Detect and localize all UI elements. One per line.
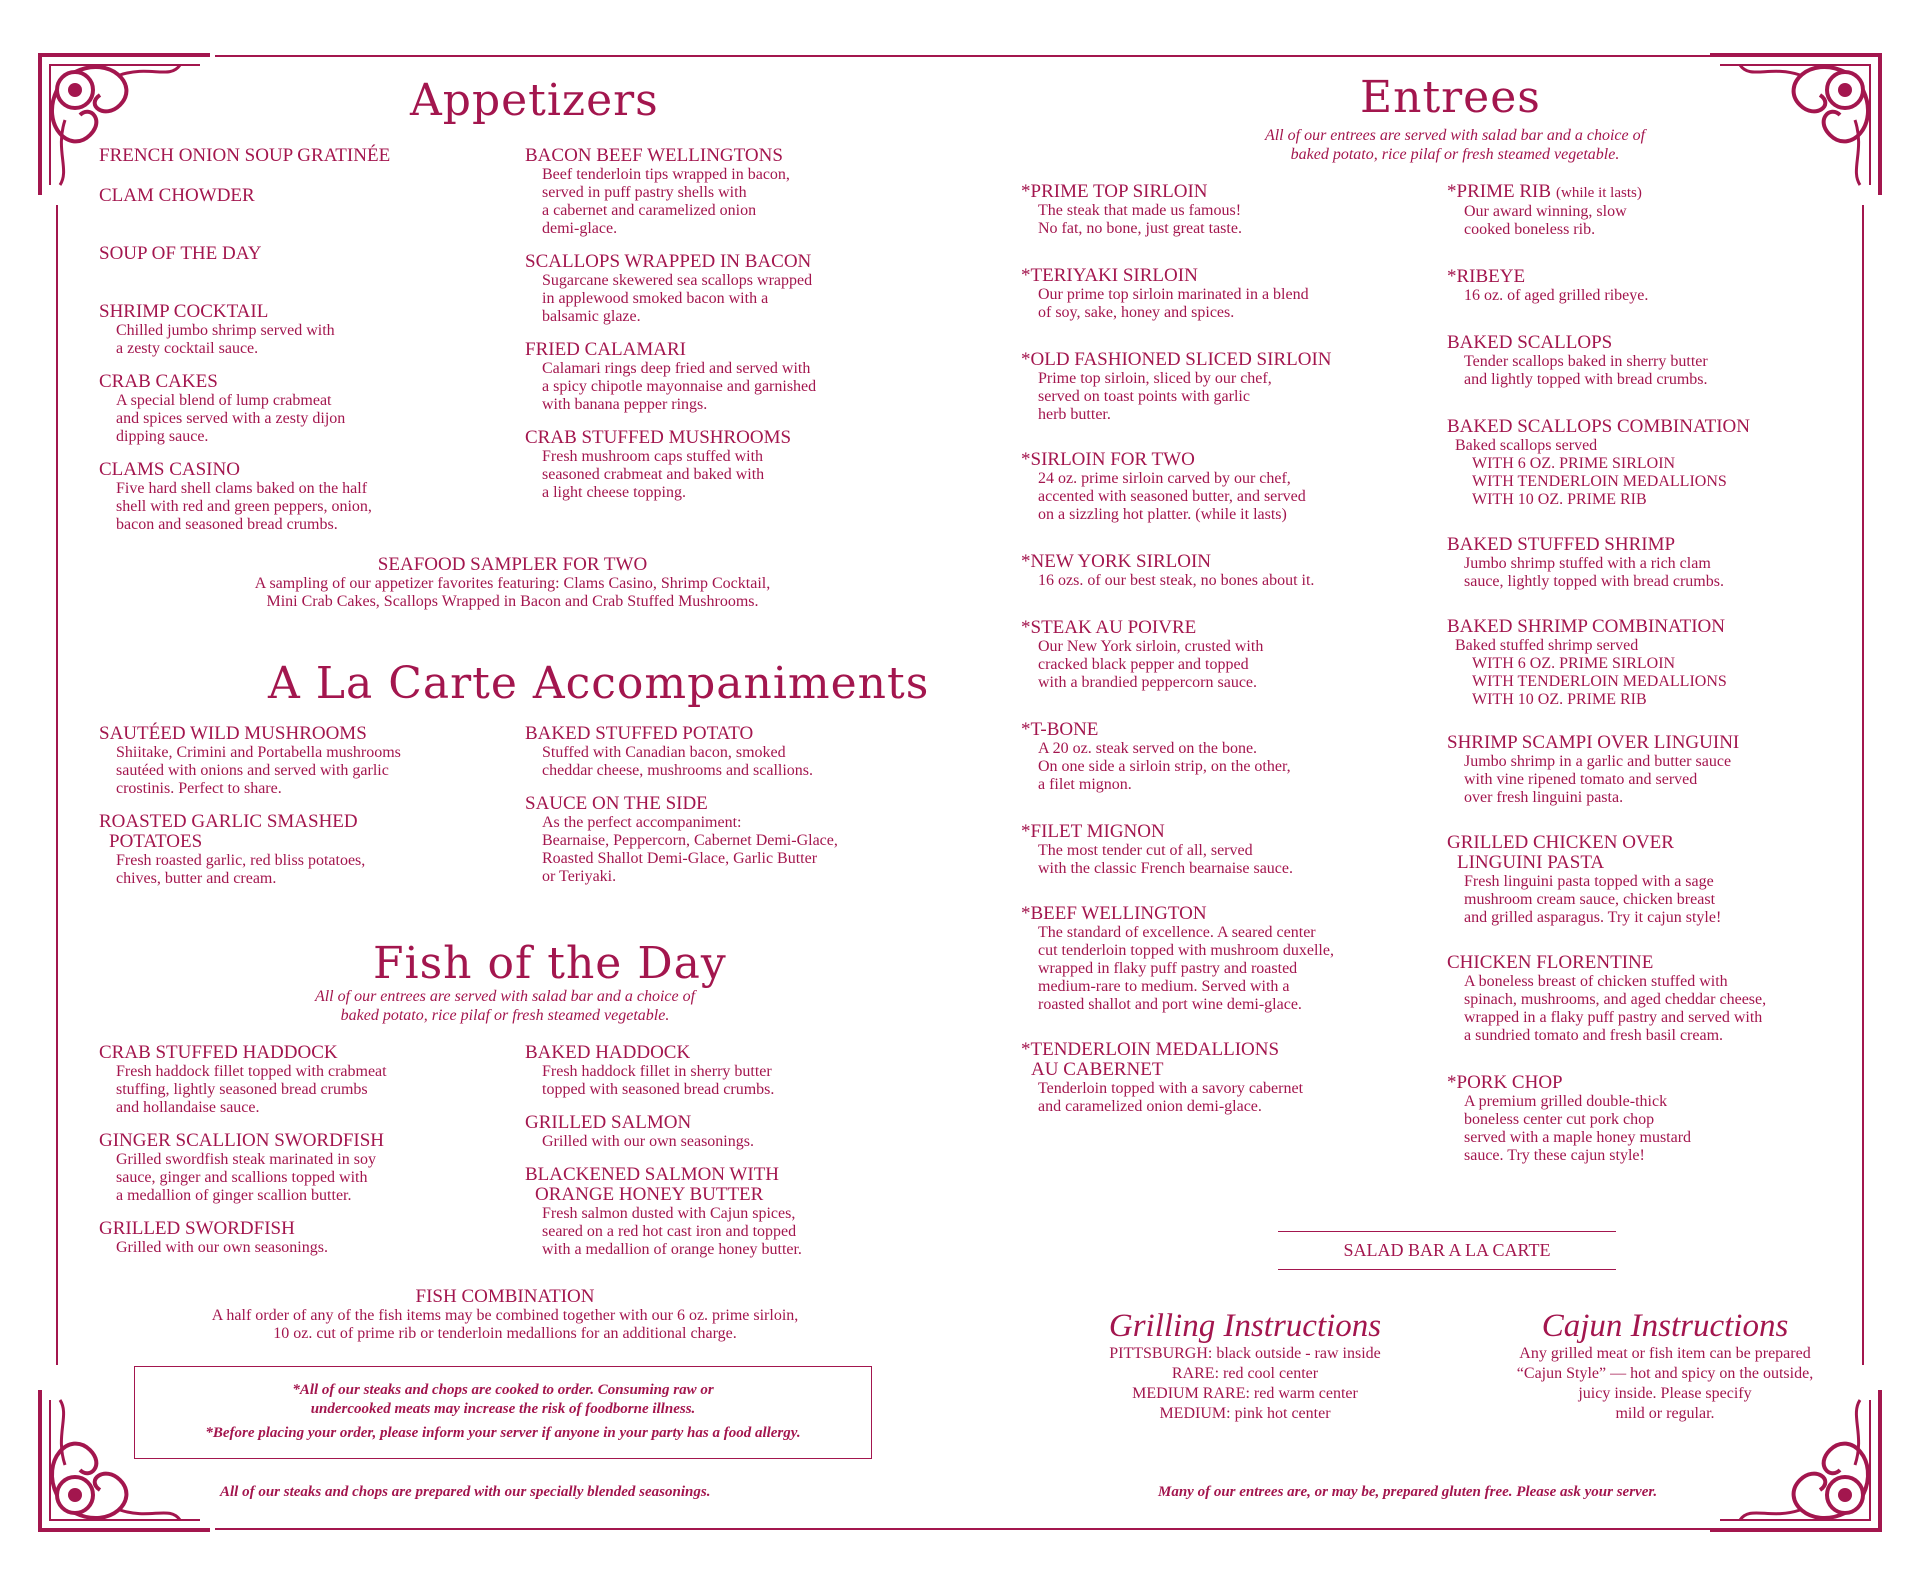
frame-bottom-line	[215, 1528, 1715, 1530]
menu-item-name-text: *PORK CHOP	[1447, 1072, 1563, 1093]
menu-item	[1021, 904, 1461, 1014]
menu-item-name	[99, 812, 519, 832]
menu-item-desc-line: herb butter.	[1038, 406, 1111, 423]
menu-item	[1447, 417, 1887, 509]
seafood-sampler	[150, 555, 875, 611]
menu-item-name	[525, 428, 945, 448]
menu-item-desc-line: a spicy chipotle mayonnaise and garnished	[542, 378, 817, 395]
menu-item	[525, 1165, 945, 1259]
entrees-note	[1130, 126, 1780, 164]
menu-item	[525, 1113, 945, 1151]
menu-item-desc-line: Fresh mushroom caps stuffed with	[542, 448, 764, 465]
menu-item-desc-line: a cabernet and caramelized onion	[542, 202, 757, 219]
accompaniments-title: A La Carte Accompaniments	[268, 658, 930, 709]
menu-item	[1021, 618, 1461, 692]
menu-item-desc-line: with a medallion of orange honey butter.	[542, 1241, 802, 1258]
menu-item-desc-line: mushroom cream sauce, chicken breast	[1464, 891, 1716, 908]
menu-item-name-text: GINGER SCALLION SWORDFISH	[99, 1130, 385, 1151]
menu-item-name-line-2: LINGUINI PASTA	[1457, 852, 1605, 873]
menu-item-desc-line: Shiitake, Crimini and Portabella mushrooms	[116, 744, 401, 761]
menu-item-desc-line: over fresh linguini pasta.	[1464, 789, 1624, 806]
menu-item-desc-line: Grilled with our own seasonings.	[542, 1133, 754, 1150]
menu-item-name	[99, 244, 519, 264]
menu-item-desc-line: and spices served with a zesty dijon	[116, 410, 346, 427]
cajun-line-4: mild or regular.	[1615, 1405, 1715, 1422]
menu-item-name-text: CLAMS CASINO	[99, 459, 240, 480]
menu-item-desc-line: and hollandaise sauce.	[116, 1099, 260, 1116]
menu-item-desc-line: Roasted Shallot Demi-Glace, Garlic Butter	[542, 850, 818, 867]
menu-item	[1021, 822, 1461, 878]
menu-item-name	[1447, 267, 1887, 287]
menu-item-desc-line: served with a maple honey mustard	[1464, 1129, 1692, 1146]
menu-item	[1447, 1073, 1887, 1165]
menu-item-desc-line: shell with red and green peppers, onion,	[116, 498, 372, 515]
menu-item-name	[1447, 535, 1887, 555]
menu-item-name-text: GRILLED CHICKEN OVER	[1447, 832, 1674, 853]
cajun-line-1: Any grilled meat or fish item can be prepared	[1519, 1345, 1811, 1362]
menu-item-name	[99, 1043, 519, 1063]
menu-item-name-text: *T-BONE	[1021, 719, 1099, 740]
menu-item-desc-line: WITH 10 OZ. PRIME RIB	[1472, 691, 1647, 708]
menu-item-desc-line: Jumbo shrimp in a garlic and butter sauce	[1464, 753, 1732, 770]
menu-item-name	[525, 724, 945, 744]
menu-item-desc-line: stuffing, lightly seasoned bread crumbs	[116, 1081, 368, 1098]
appetizers-right-column	[525, 146, 945, 502]
menu-item-desc-line: WITH 10 OZ. PRIME RIB	[1472, 491, 1647, 508]
menu-item-name-text: *RIBEYE	[1447, 266, 1526, 287]
entrees-title: Entrees	[1360, 72, 1541, 123]
menu-item-name-text: *BEEF WELLINGTON	[1021, 903, 1207, 924]
menu-item	[1447, 953, 1887, 1045]
menu-item-name	[525, 252, 945, 272]
menu-item-name-text: SAUCE ON THE SIDE	[525, 793, 708, 814]
seafood-sampler-desc-2: Mini Crab Cakes, Scallops Wrapped in Bacon and Crab Stuffed Mushrooms.	[266, 593, 759, 610]
menu-item-name	[1447, 182, 1887, 203]
menu-item-name	[525, 146, 945, 166]
fish-combination	[150, 1287, 860, 1343]
menu-item-name	[99, 372, 519, 392]
menu-item-desc-line: Five hard shell clams baked on the half	[116, 480, 368, 497]
menu-item-name	[1021, 450, 1461, 470]
menu-item-name-text: BACON BEEF WELLINGTONS	[525, 145, 783, 166]
menu-item-name	[1021, 266, 1461, 286]
menu-item-desc-line: WITH TENDERLOIN MEDALLIONS	[1472, 673, 1727, 690]
menu-item-desc-line: The steak that made us famous!	[1038, 202, 1242, 219]
menu-item-desc-line: Our New York sirloin, crusted with	[1038, 638, 1264, 655]
menu-item-desc-line: spinach, mushrooms, and aged cheddar cheese,	[1464, 991, 1767, 1008]
menu-item-desc-line: a sundried tomato and fresh basil cream.	[1464, 1027, 1724, 1044]
menu-item-desc-line: a light cheese topping.	[542, 484, 686, 501]
menu-item-name-text: SHRIMP COCKTAIL	[99, 301, 269, 322]
menu-item	[99, 372, 519, 446]
menu-item-name-text: GRILLED SWORDFISH	[99, 1218, 295, 1239]
fish-combination-desc-1: A half order of any of the fish items may be combined together with our 6 oz. prime sirloin,	[211, 1307, 799, 1324]
menu-item-desc-line: sautéed with onions and served with garlic	[116, 762, 389, 779]
menu-item	[99, 812, 519, 888]
menu-item-name	[99, 1131, 519, 1151]
menu-item-name	[525, 1113, 945, 1133]
menu-item-name-line-2: AU CABERNET	[1031, 1059, 1164, 1080]
menu-item-desc-line: a filet mignon.	[1038, 776, 1132, 793]
menu-item-desc-line: Tender scallops baked in sherry butter	[1464, 353, 1708, 370]
menu-item	[99, 244, 519, 264]
grilling-instructions	[1070, 1308, 1420, 1424]
menu-item-desc-line: and caramelized onion demi-glace.	[1038, 1098, 1262, 1115]
menu-item-desc-line: bacon and seasoned bread crumbs.	[116, 516, 338, 533]
frame-left-line	[56, 205, 58, 1365]
menu-item-desc-line: cracked black pepper and topped	[1038, 656, 1249, 673]
menu-item	[1021, 1040, 1461, 1116]
fish-combination-desc-2: 10 oz. cut of prime rib or tenderloin medallions for an additional charge.	[273, 1325, 737, 1342]
menu-item-desc-line: Fresh linguini pasta topped with a sage	[1464, 873, 1714, 890]
menu-item-desc-line: medium-rare to medium. Served with a	[1038, 978, 1290, 995]
salad-bar-rule-bottom	[1278, 1269, 1616, 1270]
menu-item-desc-line: with banana pepper rings.	[542, 396, 708, 413]
menu-item-desc-line: roasted shallot and port wine demi-glace.	[1038, 996, 1302, 1013]
menu-item	[99, 1219, 519, 1257]
grilling-line-4: MEDIUM: pink hot center	[1159, 1405, 1331, 1422]
menu-item-desc-line: in applewood smoked bacon with a	[542, 290, 769, 307]
menu-item-name	[99, 724, 519, 744]
menu-item-name-text: *SIRLOIN FOR TWO	[1021, 449, 1195, 470]
menu-item-name-text: CRAB CAKES	[99, 371, 218, 392]
menu-item-desc-line: Our prime top sirloin marinated in a blend	[1038, 286, 1309, 303]
menu-item-name-text: CHICKEN FLORENTINE	[1447, 952, 1654, 973]
menu-item-name	[99, 146, 519, 166]
menu-item-name-note: (while it lasts)	[1556, 185, 1642, 201]
menu-item	[1021, 552, 1461, 590]
menu-item-name	[1021, 552, 1461, 572]
warning-line-2: undercooked meats may increase the risk of foodborne illness.	[310, 1401, 696, 1417]
menu-item	[1447, 535, 1887, 591]
menu-item-desc-line: accented with seasoned butter, and served	[1038, 488, 1306, 505]
menu-item	[1447, 267, 1887, 305]
menu-item-desc-line: Bearnaise, Peppercorn, Cabernet Demi-Glace,	[542, 832, 838, 849]
menu-item-name	[525, 1043, 945, 1063]
menu-item-name-text: SAUTÉED WILD MUSHROOMS	[99, 723, 367, 744]
menu-item-desc-line: The most tender cut of all, served	[1038, 842, 1253, 859]
menu-item-name-text: ROASTED GARLIC SMASHED	[99, 811, 358, 832]
menu-item-name	[1021, 618, 1461, 638]
menu-item	[525, 146, 945, 238]
menu-item-desc-line: chives, butter and cream.	[116, 870, 277, 887]
menu-item-desc-line: Fresh haddock fillet in sherry butter	[542, 1063, 772, 1080]
menu-item-desc-line: on a sizzling hot platter. (while it lasts)	[1038, 506, 1287, 523]
menu-item-desc-line: 24 oz. prime sirloin carved by our chef,	[1038, 470, 1291, 487]
menu-item	[99, 302, 519, 358]
menu-item-name-text: *PRIME RIB	[1447, 181, 1551, 202]
menu-item-desc-line: On one side a sirloin strip, on the other,	[1038, 758, 1291, 775]
menu-item-name-text: BLACKENED SALMON WITH	[525, 1164, 780, 1185]
menu-item-desc-line: sauce, ginger and scallions topped with	[116, 1169, 368, 1186]
menu-item-desc-line: a zesty cocktail sauce.	[116, 340, 259, 357]
fish-right-column	[525, 1043, 945, 1259]
grilling-instructions-title: Grilling Instructions	[1108, 1308, 1382, 1344]
menu-item-desc-line: Grilled swordfish steak marinated in soy	[116, 1151, 376, 1168]
fish-note-line-2: baked potato, rice pilaf or fresh steamed vegetable.	[340, 1007, 670, 1024]
menu-item-name	[525, 794, 945, 814]
menu-item-name	[1447, 953, 1887, 973]
entrees-note-line-2: baked potato, rice pilaf or fresh steamed vegetable.	[1290, 146, 1620, 163]
grilling-line-2: RARE: red cool center	[1171, 1365, 1319, 1382]
menu-item	[525, 252, 945, 326]
menu-item	[525, 428, 945, 502]
menu-item	[525, 794, 945, 886]
menu-item-name	[525, 1165, 945, 1185]
menu-item-desc-line: with vine ripened tomato and served	[1464, 771, 1698, 788]
menu-item	[525, 724, 945, 780]
menu-item	[1021, 350, 1461, 424]
entrees-note-line-1: All of our entrees are served with salad bar and a choice of	[1264, 127, 1646, 144]
menu-item-name	[1447, 617, 1887, 637]
menu-item-desc-line: Fresh salmon dusted with Cajun spices,	[542, 1205, 796, 1222]
warning-line-1: *All of our steaks and chops are cooked to order. Consuming raw or	[292, 1382, 714, 1398]
menu-item-name-text: BAKED HADDOCK	[525, 1042, 691, 1063]
menu-item-name	[1447, 1073, 1887, 1093]
menu-item	[1447, 182, 1887, 239]
menu-item-desc-line: Grilled with our own seasonings.	[116, 1239, 328, 1256]
menu-item-name	[1447, 333, 1887, 353]
menu-item-desc-line: cooked boneless rib.	[1464, 221, 1596, 238]
warning-line-3: *Before placing your order, please inform your server if anyone in your party has a food allergy.	[205, 1425, 801, 1441]
footer-right-note: Many of our entrees are, or may be, prepared gluten free. Please ask your server.	[1158, 1484, 1658, 1500]
fish-note	[180, 987, 830, 1025]
frame-top-line	[215, 55, 1715, 57]
menu-item	[99, 146, 519, 166]
menu-item-name-text: BAKED STUFFED POTATO	[525, 723, 754, 744]
cajun-line-2: “Cajun Style” — hot and spicy on the outside,	[1516, 1365, 1814, 1382]
menu-item-desc-line: balsamic glaze.	[542, 308, 641, 325]
fish-title: Fish of the Day	[373, 938, 727, 989]
menu-item-desc-line: of soy, sake, honey and spices.	[1038, 304, 1235, 321]
seafood-sampler-desc-1: A sampling of our appetizer favorites featuring: Clams Casino, Shrimp Cocktail,	[254, 575, 771, 592]
menu-item-name-text: GRILLED SALMON	[525, 1112, 692, 1133]
menu-item	[99, 724, 519, 798]
menu-item-desc-line: As the perfect accompaniment:	[542, 814, 742, 831]
menu-item	[99, 186, 519, 206]
menu-item-desc-line: Fresh roasted garlic, red bliss potatoes,	[116, 852, 366, 869]
appetizers-left-column	[99, 146, 519, 534]
menu-item-name-text: CRAB STUFFED MUSHROOMS	[525, 427, 792, 448]
menu-item-desc-line: a medallion of ginger scallion butter.	[116, 1187, 352, 1204]
menu-item-desc-line: No fat, no bone, just great taste.	[1038, 220, 1242, 237]
menu-item-desc-line: The standard of excellence. A seared center	[1038, 924, 1316, 941]
menu-item-name-text: SCALLOPS WRAPPED IN BACON	[525, 251, 812, 272]
menu-item-desc-line: Jumbo shrimp stuffed with a rich clam	[1464, 555, 1711, 572]
fish-combination-name: FISH COMBINATION	[415, 1286, 595, 1307]
menu-item-name-text: *TERIYAKI SIRLOIN	[1021, 265, 1198, 286]
menu-item	[1021, 266, 1461, 322]
salad-bar-label: SALAD BAR A LA CARTE	[1343, 1240, 1551, 1260]
menu-item-desc-line: seared on a red hot cast iron and topped	[542, 1223, 797, 1240]
menu-item-name	[99, 1219, 519, 1239]
menu-item-desc-line: seasoned crabmeat and baked with	[542, 466, 765, 483]
cajun-instructions	[1470, 1308, 1860, 1424]
menu-item-desc-line: Calamari rings deep fried and served with	[542, 360, 811, 377]
menu-item-desc-line: sauce. Try these cajun style!	[1464, 1147, 1645, 1164]
menu-item-name	[1021, 822, 1461, 842]
menu-item-name-text: SOUP OF THE DAY	[99, 243, 262, 264]
menu-item-desc-line: Tenderloin topped with a savory cabernet	[1038, 1080, 1304, 1097]
menu-item-name	[1021, 182, 1461, 202]
menu-item-desc-line: wrapped in a flaky puff pastry and served with	[1464, 1009, 1763, 1026]
menu-item	[99, 1131, 519, 1205]
menu-item-desc-line: cut tenderloin topped with mushroom duxelle,	[1038, 942, 1334, 959]
menu-item-name-text: *NEW YORK SIRLOIN	[1021, 551, 1211, 572]
menu-item-desc-line: and lightly topped with bread crumbs.	[1464, 371, 1708, 388]
accompaniments-left-column	[99, 724, 519, 888]
food-safety-warning-box	[134, 1366, 872, 1459]
menu-item-name-text: BAKED SCALLOPS COMBINATION	[1447, 416, 1750, 437]
menu-item	[1021, 720, 1461, 794]
menu-item-desc-line: served on toast points with garlic	[1038, 388, 1250, 405]
menu-item-name	[1021, 904, 1461, 924]
menu-item-desc-line: Stuffed with Canadian bacon, smoked	[542, 744, 786, 761]
menu-item-name-text: BAKED SHRIMP COMBINATION	[1447, 616, 1725, 637]
entrees-left-column	[1021, 182, 1461, 1116]
seafood-sampler-name: SEAFOOD SAMPLER FOR TWO	[377, 554, 648, 575]
menu-item-desc-line: 16 ozs. of our best steak, no bones about it.	[1038, 572, 1315, 589]
menu-item-desc-line: Fresh haddock fillet topped with crabmeat	[116, 1063, 387, 1080]
menu-item-name	[99, 460, 519, 480]
menu-item-name-text: CRAB STUFFED HADDOCK	[99, 1042, 338, 1063]
menu-item-desc-line: Beef tenderloin tips wrapped in bacon,	[542, 166, 790, 183]
menu-item-desc-line: Our award winning, slow	[1464, 203, 1627, 220]
menu-item	[1447, 333, 1887, 389]
menu-item-name-text: FRIED CALAMARI	[525, 339, 686, 360]
menu-item-name-text: *TENDERLOIN MEDALLIONS	[1021, 1039, 1280, 1060]
menu-item-name-text: BAKED STUFFED SHRIMP	[1447, 534, 1676, 555]
menu-item-desc-line: wrapped in flaky puff pastry and roasted	[1038, 960, 1298, 977]
menu-item-desc-line: WITH TENDERLOIN MEDALLIONS	[1472, 473, 1727, 490]
menu-item-name	[1447, 417, 1887, 437]
menu-item-name-text: *FILET MIGNON	[1021, 821, 1165, 842]
menu-item-desc-line: served in puff pastry shells with	[542, 184, 747, 201]
menu-item-name-text: *PRIME TOP SIRLOIN	[1021, 181, 1208, 202]
grilling-line-1: PITTSBURGH: black outside - raw inside	[1109, 1345, 1381, 1362]
menu-item-name	[525, 340, 945, 360]
menu-item-desc-line: WITH 6 OZ. PRIME SIRLOIN	[1472, 655, 1676, 672]
menu-item-name-text: *OLD FASHIONED SLICED SIRLOIN	[1021, 349, 1332, 370]
menu-item	[99, 460, 519, 534]
menu-item	[99, 1043, 519, 1117]
grilling-line-3: MEDIUM RARE: red warm center	[1132, 1385, 1358, 1402]
menu-item-name	[1021, 720, 1461, 740]
menu-item-desc-line: Chilled jumbo shrimp served with	[116, 322, 335, 339]
menu-item-desc-line: boneless center cut pork chop	[1464, 1111, 1655, 1128]
menu-item-name	[99, 186, 519, 206]
menu-item-desc-line: Prime top sirloin, sliced by our chef,	[1038, 370, 1272, 387]
menu-item	[525, 340, 945, 414]
menu-item-name-line-2: ORANGE HONEY BUTTER	[535, 1184, 764, 1205]
menu-item-desc-line: dipping sauce.	[116, 428, 209, 445]
menu-item-desc-line: sauce, lightly topped with bread crumbs.	[1464, 573, 1724, 590]
menu-item-desc-line: topped with seasoned bread crumbs.	[542, 1081, 775, 1098]
menu-item-desc-line: Baked scallops served	[1455, 437, 1598, 454]
menu-item-desc-line: cheddar cheese, mushrooms and scallions.	[542, 762, 814, 779]
menu-item-desc-line: A special blend of lump crabmeat	[116, 392, 332, 409]
menu-item-desc-line: crostinis. Perfect to share.	[116, 780, 282, 797]
menu-item	[1021, 182, 1461, 238]
menu-item-desc-line: with a brandied peppercorn sauce.	[1038, 674, 1258, 691]
menu-item	[1447, 617, 1887, 709]
menu-item-name-text: SHRIMP SCAMPI OVER LINGUINI	[1447, 732, 1740, 753]
menu-item-desc-line: 16 oz. of aged grilled ribeye.	[1464, 287, 1649, 304]
menu-item	[525, 1043, 945, 1099]
entrees-right-column	[1447, 182, 1887, 1165]
menu-item-desc-line: demi-glace.	[542, 220, 618, 237]
menu-item-desc-line: A 20 oz. steak served on the bone.	[1038, 740, 1258, 757]
menu-item-name	[1447, 733, 1887, 753]
menu-item-desc-line: A premium grilled double-thick	[1464, 1093, 1668, 1110]
menu-item-desc-line: WITH 6 OZ. PRIME SIRLOIN	[1472, 455, 1676, 472]
menu-item-name	[1021, 1040, 1461, 1060]
menu-item-name-text: FRENCH ONION SOUP GRATINÉE	[99, 145, 391, 166]
corner-ornament-top-right	[1700, 35, 1890, 205]
menu-item-name-text: CLAM CHOWDER	[99, 185, 255, 206]
menu-item-desc-line: A boneless breast of chicken stuffed with	[1464, 973, 1728, 990]
footer-left-note: All of our steaks and chops are prepared with our specially blended seasonings.	[220, 1484, 711, 1500]
menu-item	[1447, 733, 1887, 807]
menu-item-desc-line: Sugarcane skewered sea scallops wrapped	[542, 272, 813, 289]
menu-item	[1447, 833, 1887, 927]
menu-item-name-line-2: POTATOES	[109, 831, 203, 852]
menu-item-name	[99, 302, 519, 322]
accompaniments-right-column	[525, 724, 945, 886]
fish-note-line-1: All of our entrees are served with salad bar and a choice of	[314, 988, 696, 1005]
fish-left-column	[99, 1043, 519, 1257]
menu-item-desc-line: Baked stuffed shrimp served	[1455, 637, 1639, 654]
salad-bar-rule-top	[1278, 1231, 1616, 1232]
menu-item-name	[1021, 350, 1461, 370]
menu-item-desc-line: and grilled asparagus. Try it cajun style!	[1464, 909, 1722, 926]
menu-item-desc-line: with the classic French bearnaise sauce.	[1038, 860, 1294, 877]
menu-item-name-text: BAKED SCALLOPS	[1447, 332, 1613, 353]
cajun-line-3: juicy inside. Please specify	[1578, 1385, 1752, 1402]
menu-item-desc-line: or Teriyaki.	[542, 868, 617, 885]
menu-item-name-text: *STEAK AU POIVRE	[1021, 617, 1197, 638]
cajun-instructions-title: Cajun Instructions	[1541, 1308, 1789, 1344]
menu-item	[1021, 450, 1461, 524]
appetizers-title: Appetizers	[410, 75, 659, 126]
menu-item-name	[1447, 833, 1887, 853]
